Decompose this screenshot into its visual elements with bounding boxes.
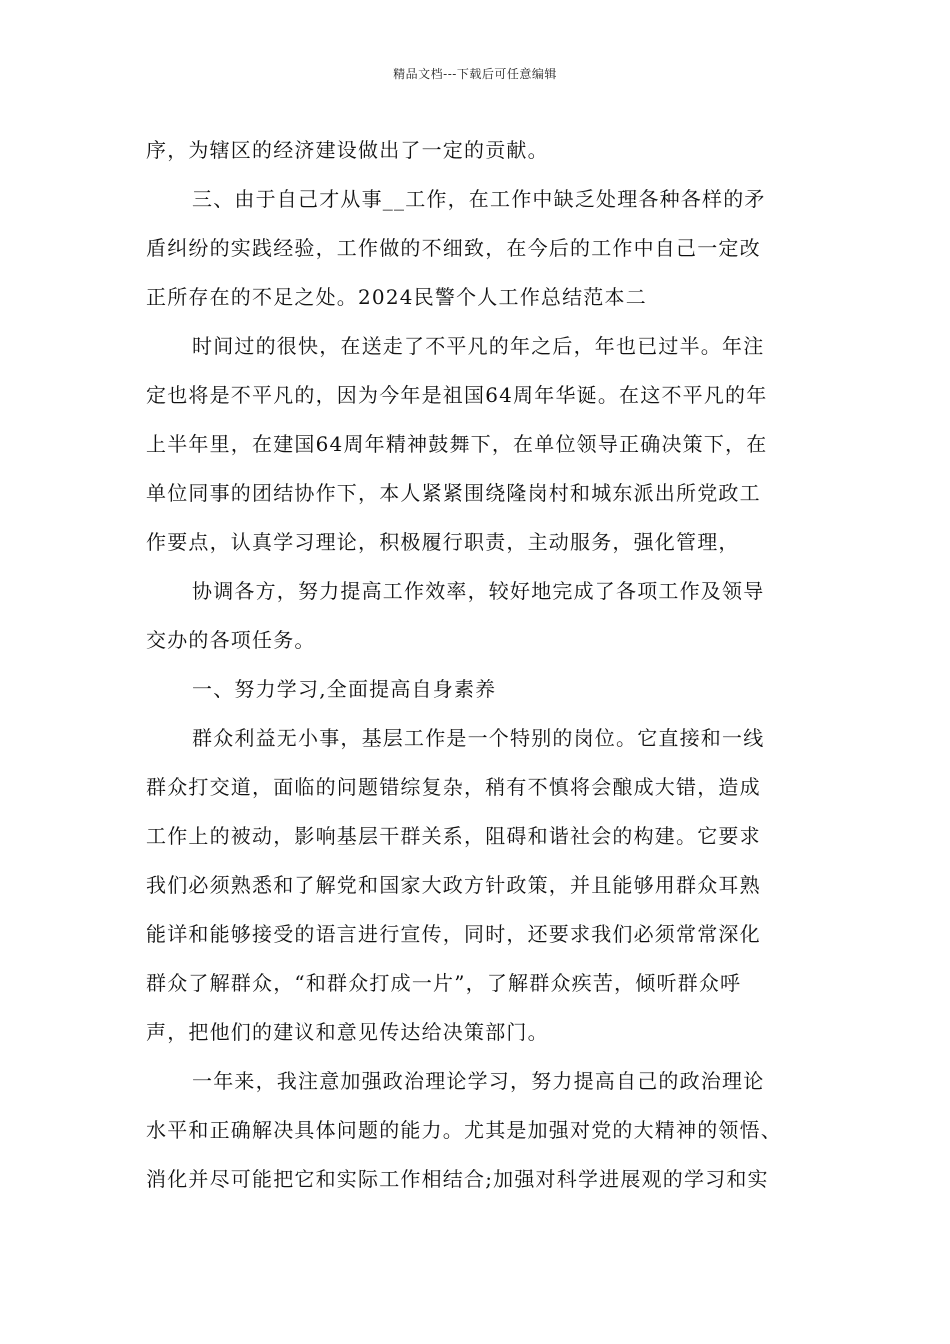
text-line: 群众了解群众，“和群众打成一片”，了解群众疾苦，倾听群众呼 — [146, 971, 742, 995]
text-line: 一年来，我注意加强政治理论学习，努力提高自己的政治理论 — [192, 1069, 765, 1093]
text-line: 上半年里，在建国64周年精神鼓舞下，在单位领导正确决策下，在 — [146, 432, 768, 456]
text-line: 时间过的很快，在送走了不平凡的年之后，年也已过半。年注 — [192, 334, 765, 358]
text-line: 声，把他们的建议和意见传达给决策部门。 — [146, 1020, 549, 1044]
text-line: 单位同事的团结协作下，本人紧紧围绕隆岗村和城东派出所党政工 — [146, 481, 761, 505]
text-line: 交办的各项任务。 — [146, 628, 316, 652]
text-line: 水平和正确解决具体问题的能力。尤其是加强对党的大精神的领悟、 — [146, 1118, 782, 1142]
text-line: 三、由于自己才从事__工作，在工作中缺乏处理各种各样的矛 — [192, 187, 766, 211]
text-line: 盾纠纷的实践经验，工作做的不细致，在今后的工作中自己一定改 — [146, 236, 761, 260]
text-line: 定也将是不平凡的，因为今年是祖国64周年华诞。在这不平凡的年 — [146, 383, 768, 407]
text-line: 群众利益无小事，基层工作是一个特别的岗位。它直接和一线 — [192, 726, 765, 750]
page-header: 精品文档---下载后可任意编辑 — [393, 67, 557, 81]
text-line: 工作上的被动，影响基层干群关系，阻碍和谐社会的构建。它要求 — [146, 824, 761, 848]
document-body — [146, 126, 810, 1204]
text-line: 我们必须熟悉和了解党和国家大政方针政策，并且能够用群众耳熟 — [146, 873, 761, 897]
text-line: 序，为辖区的经济建设做出了一定的贡献。 — [146, 138, 549, 162]
section-heading: 一、努力学习,全面提高自身素养 — [192, 677, 497, 701]
text-line: 协调各方，努力提高工作效率，较好地完成了各项工作及领导 — [192, 579, 765, 603]
text-line: 正所存在的不足之处。2024民警个人工作总结范本二 — [146, 285, 647, 309]
text-line: 消化并尽可能把它和实际工作相结合;加强对科学进展观的学习和实 — [146, 1167, 769, 1191]
text-line: 能详和能够接受的语言进行宣传，同时，还要求我们必须常常深化 — [146, 922, 761, 946]
text-line: 群众打交道，面临的问题错综复杂，稍有不慎将会酿成大错，造成 — [146, 775, 761, 799]
text-line: 作要点，认真学习理论，积极履行职责，主动服务，强化管理， — [146, 530, 740, 554]
